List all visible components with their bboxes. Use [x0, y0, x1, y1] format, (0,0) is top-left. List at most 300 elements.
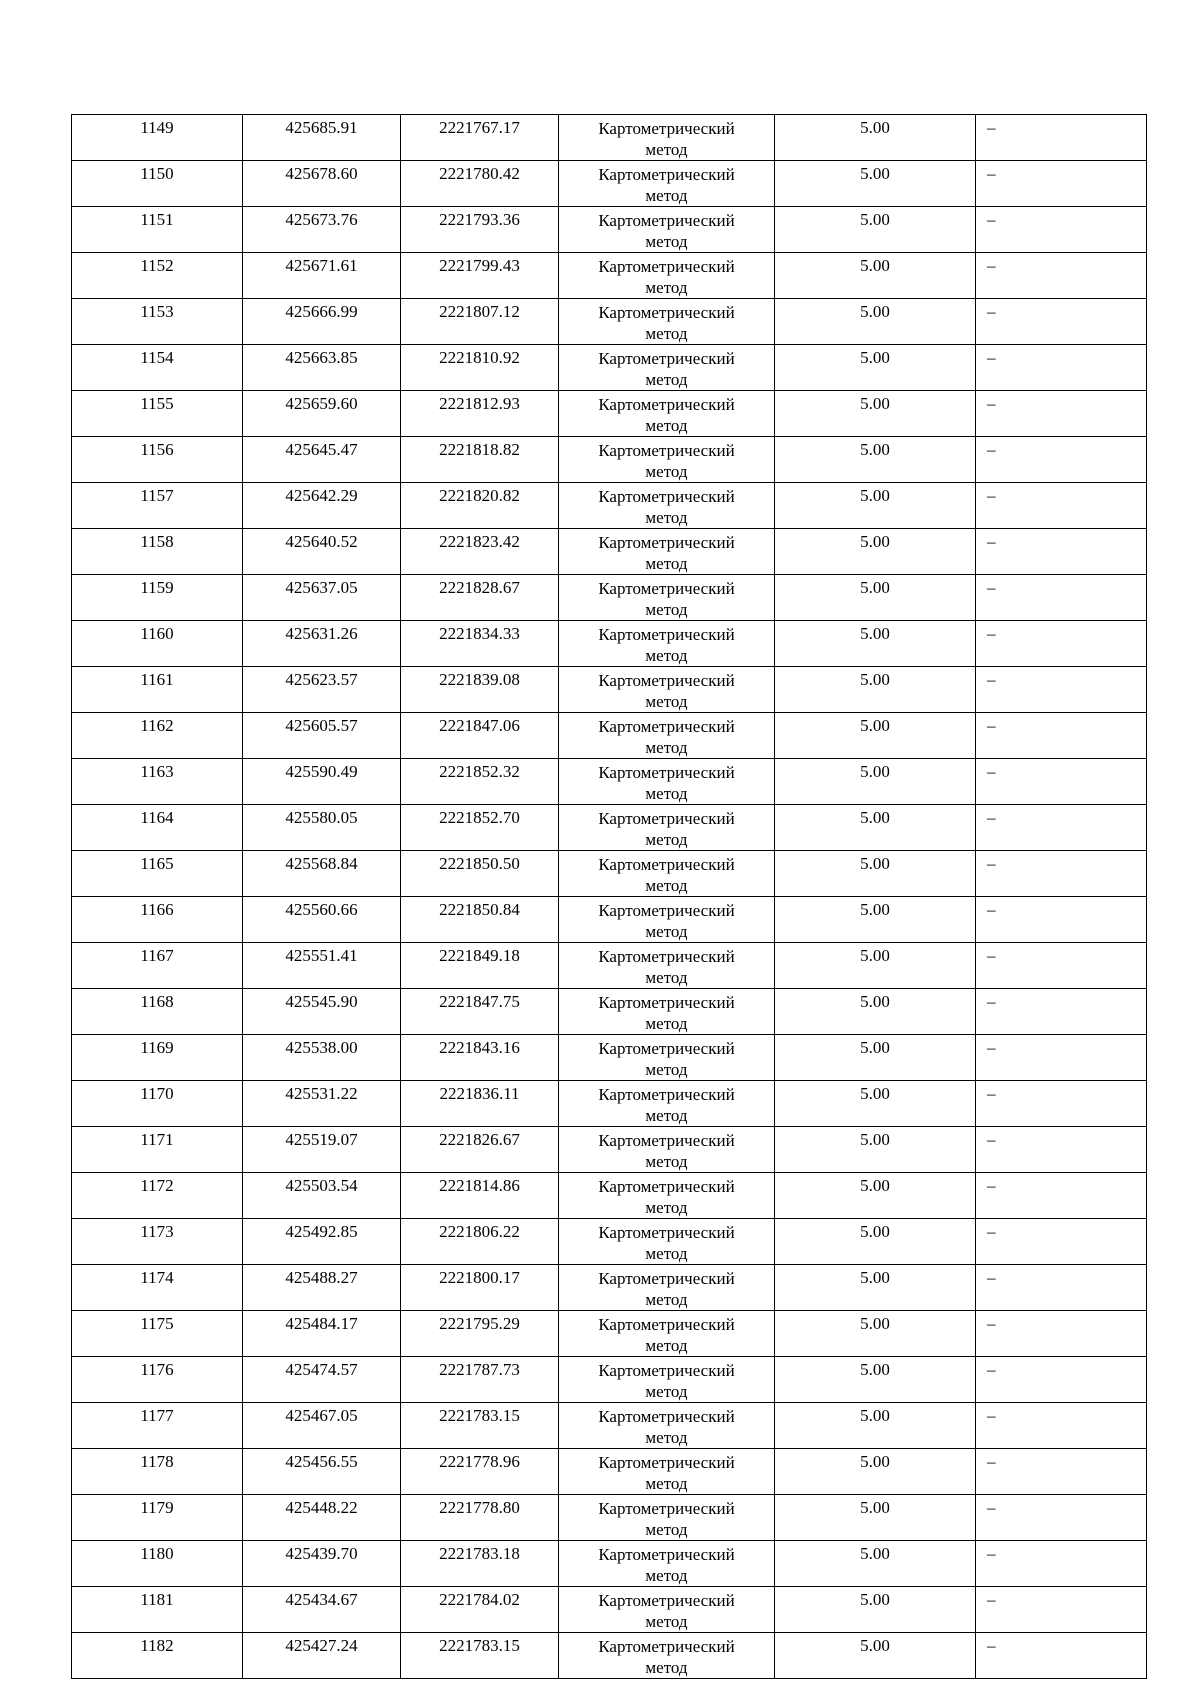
- y-coordinate-cell: 2221800.17: [401, 1265, 559, 1311]
- description-cell: –: [976, 1357, 1147, 1403]
- precision-cell: 5.00: [775, 621, 976, 667]
- point-number-cell: 1180: [72, 1541, 243, 1587]
- description-cell: –: [976, 115, 1147, 161]
- method-line-2: метод: [645, 416, 688, 435]
- method-cell: [559, 1173, 775, 1219]
- method-cell: [559, 805, 775, 851]
- method-line-2: метод: [645, 692, 688, 711]
- point-number-cell: 1171: [72, 1127, 243, 1173]
- method-cell: [559, 437, 775, 483]
- precision-cell: 5.00: [775, 1403, 976, 1449]
- point-number-cell: 1156: [72, 437, 243, 483]
- precision-cell: 5.00: [775, 1035, 976, 1081]
- table-row: [72, 1311, 1147, 1357]
- point-number-cell: 1155: [72, 391, 243, 437]
- method-cell: [559, 1081, 775, 1127]
- table-row: [72, 805, 1147, 851]
- method-line-2: метод: [645, 554, 688, 573]
- method-cell: [559, 1265, 775, 1311]
- precision-cell: 5.00: [775, 805, 976, 851]
- y-coordinate-cell: 2221850.50: [401, 851, 559, 897]
- point-number-cell: 1164: [72, 805, 243, 851]
- point-number-cell: 1176: [72, 1357, 243, 1403]
- description-cell: –: [976, 391, 1147, 437]
- precision-cell: 5.00: [775, 345, 976, 391]
- method-line-2: метод: [645, 140, 688, 159]
- point-number-cell: 1178: [72, 1449, 243, 1495]
- point-number-cell: 1160: [72, 621, 243, 667]
- y-coordinate-cell: 2221793.36: [401, 207, 559, 253]
- y-coordinate-cell: 2221806.22: [401, 1219, 559, 1265]
- method-line-2: метод: [645, 1520, 688, 1539]
- precision-cell: 5.00: [775, 483, 976, 529]
- method-line-1: Картометрический: [598, 349, 735, 368]
- y-coordinate-cell: 2221767.17: [401, 115, 559, 161]
- method-cell: [559, 1495, 775, 1541]
- precision-cell: 5.00: [775, 851, 976, 897]
- x-coordinate-cell: 425623.57: [243, 667, 401, 713]
- method-line-1: Картометрический: [598, 579, 735, 598]
- point-number-cell: 1152: [72, 253, 243, 299]
- y-coordinate-cell: 2221778.80: [401, 1495, 559, 1541]
- description-cell: –: [976, 161, 1147, 207]
- method-line-1: Картометрический: [598, 165, 735, 184]
- precision-cell: 5.00: [775, 759, 976, 805]
- method-cell: [559, 943, 775, 989]
- y-coordinate-cell: 2221823.42: [401, 529, 559, 575]
- description-cell: –: [976, 1633, 1147, 1679]
- method-line-1: Картометрический: [598, 901, 735, 920]
- point-number-cell: 1162: [72, 713, 243, 759]
- point-number-cell: 1161: [72, 667, 243, 713]
- method-line-2: метод: [645, 1382, 688, 1401]
- point-number-cell: 1168: [72, 989, 243, 1035]
- y-coordinate-cell: 2221814.86: [401, 1173, 559, 1219]
- x-coordinate-cell: 425503.54: [243, 1173, 401, 1219]
- method-cell: [559, 897, 775, 943]
- point-number-cell: 1151: [72, 207, 243, 253]
- y-coordinate-cell: 2221780.42: [401, 161, 559, 207]
- y-coordinate-cell: 2221850.84: [401, 897, 559, 943]
- x-coordinate-cell: 425474.57: [243, 1357, 401, 1403]
- method-line-2: метод: [645, 922, 688, 941]
- method-cell: [559, 1449, 775, 1495]
- y-coordinate-cell: 2221783.15: [401, 1633, 559, 1679]
- method-cell: [559, 345, 775, 391]
- method-line-1: Картометрический: [598, 1453, 735, 1472]
- method-line-2: метод: [645, 1612, 688, 1631]
- method-line-1: Картометрический: [598, 947, 735, 966]
- description-cell: –: [976, 713, 1147, 759]
- method-line-2: метод: [645, 1474, 688, 1493]
- table-row: [72, 391, 1147, 437]
- description-cell: –: [976, 1265, 1147, 1311]
- table-row: [72, 1495, 1147, 1541]
- method-line-2: метод: [645, 876, 688, 895]
- method-line-2: метод: [645, 1290, 688, 1309]
- y-coordinate-cell: 2221847.75: [401, 989, 559, 1035]
- table-row: [72, 299, 1147, 345]
- method-line-2: метод: [645, 1658, 688, 1677]
- precision-cell: 5.00: [775, 989, 976, 1035]
- method-cell: [559, 851, 775, 897]
- y-coordinate-cell: 2221852.70: [401, 805, 559, 851]
- method-line-2: метод: [645, 1566, 688, 1585]
- method-line-1: Картометрический: [598, 763, 735, 782]
- x-coordinate-cell: 425637.05: [243, 575, 401, 621]
- table-row: [72, 1127, 1147, 1173]
- method-line-1: Картометрический: [598, 1499, 735, 1518]
- method-cell: [559, 483, 775, 529]
- precision-cell: 5.00: [775, 667, 976, 713]
- precision-cell: 5.00: [775, 207, 976, 253]
- method-line-2: метод: [645, 1014, 688, 1033]
- precision-cell: 5.00: [775, 529, 976, 575]
- table-row: [72, 1173, 1147, 1219]
- y-coordinate-cell: 2221778.96: [401, 1449, 559, 1495]
- x-coordinate-cell: 425484.17: [243, 1311, 401, 1357]
- y-coordinate-cell: 2221787.73: [401, 1357, 559, 1403]
- method-line-1: Картометрический: [598, 119, 735, 138]
- x-coordinate-cell: 425568.84: [243, 851, 401, 897]
- table-row: [72, 1449, 1147, 1495]
- y-coordinate-cell: 2221849.18: [401, 943, 559, 989]
- precision-cell: 5.00: [775, 299, 976, 345]
- method-cell: [559, 759, 775, 805]
- table-row: [72, 529, 1147, 575]
- method-cell: [559, 299, 775, 345]
- x-coordinate-cell: 425434.67: [243, 1587, 401, 1633]
- description-cell: –: [976, 943, 1147, 989]
- precision-cell: 5.00: [775, 1495, 976, 1541]
- method-cell: [559, 621, 775, 667]
- method-cell: [559, 1587, 775, 1633]
- precision-cell: 5.00: [775, 897, 976, 943]
- point-number-cell: 1167: [72, 943, 243, 989]
- point-number-cell: 1165: [72, 851, 243, 897]
- x-coordinate-cell: 425488.27: [243, 1265, 401, 1311]
- y-coordinate-cell: 2221818.82: [401, 437, 559, 483]
- method-line-1: Картометрический: [598, 395, 735, 414]
- method-cell: [559, 575, 775, 621]
- precision-cell: 5.00: [775, 1219, 976, 1265]
- point-number-cell: 1149: [72, 115, 243, 161]
- coordinates-table-body: [72, 115, 1147, 1679]
- method-line-2: метод: [645, 278, 688, 297]
- method-line-1: Картометрический: [598, 533, 735, 552]
- table-row: [72, 483, 1147, 529]
- point-number-cell: 1153: [72, 299, 243, 345]
- method-cell: [559, 161, 775, 207]
- method-line-1: Картометрический: [598, 1315, 735, 1334]
- method-line-1: Картометрический: [598, 1407, 735, 1426]
- method-line-1: Картометрический: [598, 1591, 735, 1610]
- method-line-2: метод: [645, 462, 688, 481]
- description-cell: –: [976, 667, 1147, 713]
- x-coordinate-cell: 425678.60: [243, 161, 401, 207]
- method-cell: [559, 1357, 775, 1403]
- method-cell: [559, 391, 775, 437]
- precision-cell: 5.00: [775, 115, 976, 161]
- method-cell: [559, 253, 775, 299]
- x-coordinate-cell: 425456.55: [243, 1449, 401, 1495]
- description-cell: –: [976, 529, 1147, 575]
- description-cell: –: [976, 1173, 1147, 1219]
- y-coordinate-cell: 2221820.82: [401, 483, 559, 529]
- method-line-2: метод: [645, 370, 688, 389]
- point-number-cell: 1172: [72, 1173, 243, 1219]
- precision-cell: 5.00: [775, 1311, 976, 1357]
- x-coordinate-cell: 425605.57: [243, 713, 401, 759]
- method-cell: [559, 1633, 775, 1679]
- table-row: [72, 621, 1147, 667]
- method-line-1: Картометрический: [598, 671, 735, 690]
- y-coordinate-cell: 2221810.92: [401, 345, 559, 391]
- method-line-2: метод: [645, 1060, 688, 1079]
- table-row: [72, 1081, 1147, 1127]
- method-line-1: Картометрический: [598, 1177, 735, 1196]
- table-row: [72, 989, 1147, 1035]
- x-coordinate-cell: 425590.49: [243, 759, 401, 805]
- y-coordinate-cell: 2221847.06: [401, 713, 559, 759]
- x-coordinate-cell: 425640.52: [243, 529, 401, 575]
- precision-cell: 5.00: [775, 1173, 976, 1219]
- method-line-2: метод: [645, 968, 688, 987]
- precision-cell: 5.00: [775, 1587, 976, 1633]
- method-line-2: метод: [645, 1244, 688, 1263]
- description-cell: –: [976, 989, 1147, 1035]
- y-coordinate-cell: 2221783.15: [401, 1403, 559, 1449]
- point-number-cell: 1173: [72, 1219, 243, 1265]
- description-cell: –: [976, 1495, 1147, 1541]
- x-coordinate-cell: 425519.07: [243, 1127, 401, 1173]
- method-line-1: Картометрический: [598, 1085, 735, 1104]
- table-row: [72, 1035, 1147, 1081]
- table-row: [72, 437, 1147, 483]
- point-number-cell: 1163: [72, 759, 243, 805]
- method-line-1: Картометрический: [598, 487, 735, 506]
- point-number-cell: 1179: [72, 1495, 243, 1541]
- precision-cell: 5.00: [775, 1265, 976, 1311]
- method-cell: [559, 667, 775, 713]
- y-coordinate-cell: 2221834.33: [401, 621, 559, 667]
- method-line-1: Картометрический: [598, 441, 735, 460]
- description-cell: –: [976, 805, 1147, 851]
- x-coordinate-cell: 425439.70: [243, 1541, 401, 1587]
- x-coordinate-cell: 425448.22: [243, 1495, 401, 1541]
- table-row: [72, 1219, 1147, 1265]
- y-coordinate-cell: 2221807.12: [401, 299, 559, 345]
- table-row: [72, 667, 1147, 713]
- method-line-1: Картометрический: [598, 1269, 735, 1288]
- table-row: [72, 575, 1147, 621]
- description-cell: –: [976, 1081, 1147, 1127]
- x-coordinate-cell: 425673.76: [243, 207, 401, 253]
- method-line-2: метод: [645, 232, 688, 251]
- method-line-1: Картометрический: [598, 809, 735, 828]
- description-cell: –: [976, 851, 1147, 897]
- table-row: [72, 713, 1147, 759]
- precision-cell: 5.00: [775, 161, 976, 207]
- description-cell: –: [976, 1541, 1147, 1587]
- method-line-2: метод: [645, 1428, 688, 1447]
- method-line-2: метод: [645, 1106, 688, 1125]
- method-line-1: Картометрический: [598, 1039, 735, 1058]
- description-cell: –: [976, 1035, 1147, 1081]
- method-cell: [559, 1311, 775, 1357]
- table-row: [72, 851, 1147, 897]
- table-row: [72, 943, 1147, 989]
- description-cell: –: [976, 759, 1147, 805]
- precision-cell: 5.00: [775, 1081, 976, 1127]
- description-cell: –: [976, 1449, 1147, 1495]
- method-line-1: Картометрический: [598, 1223, 735, 1242]
- precision-cell: 5.00: [775, 1541, 976, 1587]
- method-line-1: Картометрический: [598, 1545, 735, 1564]
- description-cell: –: [976, 1403, 1147, 1449]
- method-line-2: метод: [645, 784, 688, 803]
- x-coordinate-cell: 425560.66: [243, 897, 401, 943]
- point-number-cell: 1158: [72, 529, 243, 575]
- point-number-cell: 1175: [72, 1311, 243, 1357]
- description-cell: –: [976, 1311, 1147, 1357]
- x-coordinate-cell: 425580.05: [243, 805, 401, 851]
- table-row: [72, 1403, 1147, 1449]
- precision-cell: 5.00: [775, 575, 976, 621]
- method-cell: [559, 713, 775, 759]
- table-row: [72, 1541, 1147, 1587]
- x-coordinate-cell: 425685.91: [243, 115, 401, 161]
- point-number-cell: 1169: [72, 1035, 243, 1081]
- point-number-cell: 1177: [72, 1403, 243, 1449]
- point-number-cell: 1174: [72, 1265, 243, 1311]
- description-cell: –: [976, 437, 1147, 483]
- x-coordinate-cell: 425492.85: [243, 1219, 401, 1265]
- y-coordinate-cell: 2221795.29: [401, 1311, 559, 1357]
- x-coordinate-cell: 425427.24: [243, 1633, 401, 1679]
- precision-cell: 5.00: [775, 391, 976, 437]
- method-cell: [559, 115, 775, 161]
- point-number-cell: 1157: [72, 483, 243, 529]
- table-row: [72, 1357, 1147, 1403]
- method-line-2: метод: [645, 830, 688, 849]
- description-cell: –: [976, 253, 1147, 299]
- table-row: [72, 897, 1147, 943]
- x-coordinate-cell: 425671.61: [243, 253, 401, 299]
- method-line-1: Картометрический: [598, 1361, 735, 1380]
- x-coordinate-cell: 425663.85: [243, 345, 401, 391]
- y-coordinate-cell: 2221783.18: [401, 1541, 559, 1587]
- x-coordinate-cell: 425645.47: [243, 437, 401, 483]
- description-cell: –: [976, 1587, 1147, 1633]
- method-cell: [559, 1541, 775, 1587]
- precision-cell: 5.00: [775, 253, 976, 299]
- method-cell: [559, 1219, 775, 1265]
- table-row: [72, 1633, 1147, 1679]
- point-number-cell: 1170: [72, 1081, 243, 1127]
- x-coordinate-cell: 425642.29: [243, 483, 401, 529]
- method-line-2: метод: [645, 646, 688, 665]
- point-number-cell: 1159: [72, 575, 243, 621]
- y-coordinate-cell: 2221828.67: [401, 575, 559, 621]
- y-coordinate-cell: 2221812.93: [401, 391, 559, 437]
- x-coordinate-cell: 425666.99: [243, 299, 401, 345]
- description-cell: –: [976, 483, 1147, 529]
- point-number-cell: 1182: [72, 1633, 243, 1679]
- method-line-2: метод: [645, 324, 688, 343]
- x-coordinate-cell: 425659.60: [243, 391, 401, 437]
- method-line-2: метод: [645, 1198, 688, 1217]
- method-line-1: Картометрический: [598, 717, 735, 736]
- y-coordinate-cell: 2221836.11: [401, 1081, 559, 1127]
- x-coordinate-cell: 425467.05: [243, 1403, 401, 1449]
- method-line-1: Картометрический: [598, 625, 735, 644]
- method-line-2: метод: [645, 1152, 688, 1171]
- table-row: [72, 207, 1147, 253]
- description-cell: –: [976, 1219, 1147, 1265]
- table-row: [72, 253, 1147, 299]
- y-coordinate-cell: 2221839.08: [401, 667, 559, 713]
- precision-cell: 5.00: [775, 1633, 976, 1679]
- point-number-cell: 1166: [72, 897, 243, 943]
- method-cell: [559, 1403, 775, 1449]
- method-line-1: Картометрический: [598, 1131, 735, 1150]
- y-coordinate-cell: 2221826.67: [401, 1127, 559, 1173]
- description-cell: –: [976, 1127, 1147, 1173]
- x-coordinate-cell: 425631.26: [243, 621, 401, 667]
- x-coordinate-cell: 425551.41: [243, 943, 401, 989]
- method-line-2: метод: [645, 1336, 688, 1355]
- point-number-cell: 1150: [72, 161, 243, 207]
- coordinates-table: [71, 114, 1147, 1679]
- method-line-1: Картометрический: [598, 855, 735, 874]
- table-row: [72, 1265, 1147, 1311]
- point-number-cell: 1181: [72, 1587, 243, 1633]
- method-line-1: Картометрический: [598, 211, 735, 230]
- precision-cell: 5.00: [775, 713, 976, 759]
- method-cell: [559, 529, 775, 575]
- method-line-1: Картометрический: [598, 303, 735, 322]
- y-coordinate-cell: 2221852.32: [401, 759, 559, 805]
- point-number-cell: 1154: [72, 345, 243, 391]
- table-row: [72, 759, 1147, 805]
- method-cell: [559, 989, 775, 1035]
- description-cell: –: [976, 207, 1147, 253]
- precision-cell: 5.00: [775, 1127, 976, 1173]
- table-row: [72, 161, 1147, 207]
- x-coordinate-cell: 425538.00: [243, 1035, 401, 1081]
- description-cell: –: [976, 575, 1147, 621]
- method-line-2: метод: [645, 186, 688, 205]
- y-coordinate-cell: 2221843.16: [401, 1035, 559, 1081]
- table-row: [72, 345, 1147, 391]
- precision-cell: 5.00: [775, 1449, 976, 1495]
- method-line-2: метод: [645, 508, 688, 527]
- method-line-2: метод: [645, 738, 688, 757]
- method-line-1: Картометрический: [598, 993, 735, 1012]
- precision-cell: 5.00: [775, 437, 976, 483]
- precision-cell: 5.00: [775, 943, 976, 989]
- method-cell: [559, 1035, 775, 1081]
- method-line-1: Картометрический: [598, 257, 735, 276]
- y-coordinate-cell: 2221784.02: [401, 1587, 559, 1633]
- table-row: [72, 1587, 1147, 1633]
- description-cell: –: [976, 345, 1147, 391]
- table-row: [72, 115, 1147, 161]
- method-cell: [559, 207, 775, 253]
- precision-cell: 5.00: [775, 1357, 976, 1403]
- method-line-2: метод: [645, 600, 688, 619]
